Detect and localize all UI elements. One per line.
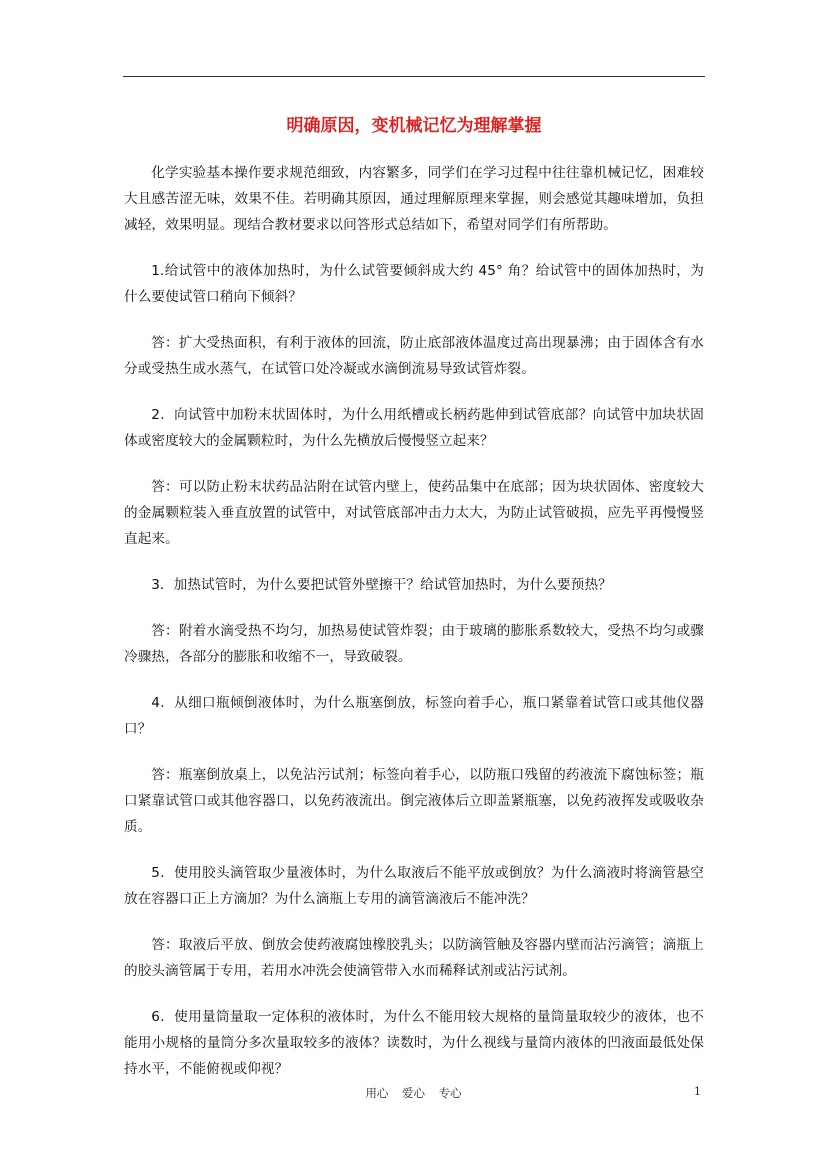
- document-title: 明确原因，变机械记忆为理解掌握: [286, 116, 542, 136]
- question-2: 2．向试管中加粉末状固体时，为什么用纸槽或长柄药匙伸到试管底部？向试管中加块状固体或密度较大的金属颗粒时，为什么先横放后慢慢竖立起来？: [124, 407, 704, 449]
- answer-1: 答：扩大受热面积，有利于液体的回流，防止底部液体温度过高出现暴沸；由于固体含有水分或受热生成水蒸气，在试管口处冷凝或水滴倒流易导致试管炸裂。: [124, 335, 704, 377]
- answer-2: 答：可以防止粉末状药品沾附在试管内壁上，使药品集中在底部；因为块状固体、密度较大的金属颗粒装入垂直放置的试管中，对试管底部冲击力太大，为防止试管破损，应先平再慢慢竖直起来。: [124, 479, 704, 547]
- footer-motto: 用心 爱心 专心: [365, 1086, 462, 1100]
- question-6: 6．使用量筒量取一定体积的液体时，为什么不能用较大规格的量筒量取较少的液体，也不能用小规格的量筒分多次量取较多的液体？读数时，为什么视线与量筒内液体的凹液面最低处保持水平，不能俯视或仰视？: [124, 1009, 704, 1077]
- page-number: 1: [694, 1085, 701, 1098]
- answer-3: 答：附着水滴受热不均匀，加热易使试管炸裂；由于玻璃的膨胀系数较大，受热不均匀或骤冷骤热，各部分的膨胀和收缩不一，导致破裂。: [124, 623, 704, 665]
- question-3: 3．加热试管时，为什么要把试管外壁擦干？给试管加热时，为什么要预热？: [151, 577, 612, 593]
- answer-5: 答：取液后平放、倒放会使药液腐蚀橡胶乳头；以防滴管触及容器内壁而沾污滴管；滴瓶上的胶头滴管属于专用，若用水冲洗会使滴管带入水而稀释试剂或沾污试剂。: [124, 937, 704, 979]
- document-body: [124, 160, 704, 1102]
- question-1: 1.给试管中的液体加热时，为什么试管要倾斜成大约 45° 角？给试管中的固体加热时，为什么要使试管口稍向下倾斜？: [124, 263, 704, 305]
- question-4: 4．从细口瓶倾倒液体时，为什么瓶塞倒放，标签向着手心，瓶口紧靠着试管口或其他仪器口？: [124, 695, 704, 737]
- intro-paragraph: 化学实验基本操作要求规范细致，内容繁多，同学们在学习过程中往往靠机械记忆，困难较大且感苦涩无味，效果不佳。若明确其原因，通过理解原理来掌握，则会感觉其趣味增加，负担减轻，效果明显。现结合教材要求以问答形式总结如下，希望对同学们有所帮助。: [124, 165, 704, 233]
- question-5: 5．使用胶头滴管取少量液体时，为什么取液后不能平放或倒放？为什么滴液时将滴管悬空放在容器口正上方滴加？为什么滴瓶上专用的滴管滴液后不能冲洗？: [124, 865, 704, 907]
- page-footer: [0, 1085, 827, 1105]
- answer-4: 答：瓶塞倒放桌上，以免沾污试剂；标签向着手心，以防瓶口残留的药液流下腐蚀标签；瓶口紧靠试管口或其他容器口，以免药液流出。倒完液体后立即盖紧瓶塞，以免药液挥发或吸收杂质。: [124, 767, 704, 835]
- header-rule: [123, 76, 705, 77]
